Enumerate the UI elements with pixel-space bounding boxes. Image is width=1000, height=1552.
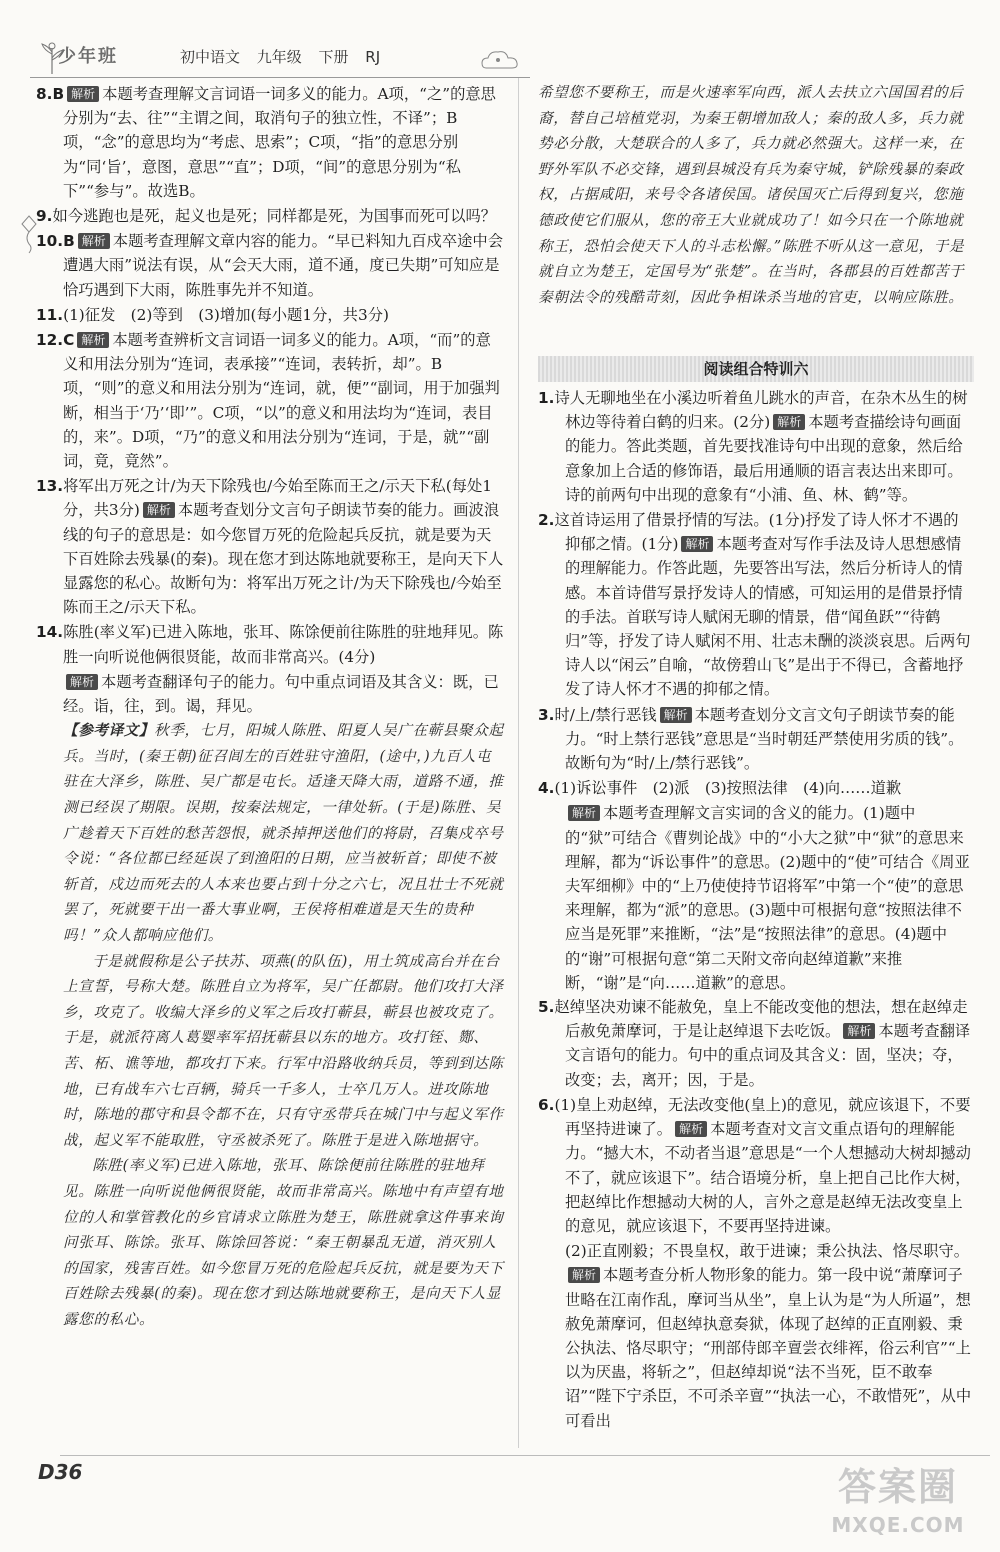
watermark-logo: [808, 1462, 988, 1548]
answer-item-r2: [538, 508, 972, 702]
analysis-tag: 解析: [66, 674, 98, 690]
reference-text: 秋季，七月，阳城人陈胜、阳夏人吴广在蕲县聚众起兵。当时，(秦王朝)征召闾左的百姓驻守渔阳，(途中，)九百人屯驻在大泽乡，陈胜、吴广都是屯长。适逢天降大雨，道路不通，推测已经误了期限。误期，按秦法规定，一律处斩。(于是)陈胜、吴广趁着天下百姓的愁苦怨恨，就杀掉押送他们的将尉，召集戍卒号令说：“各位都已经延误了到渔阳的日期，应当被斩首；即使不被斩首，戍边而死去的人本来也要占到十分之六七，况且壮士不死就罢了，死就要干出一番大事业啊，王侯将相难道是天生的贵种吗！”众人都响应他们。: [63, 722, 504, 945]
item-number: 14.: [36, 623, 64, 642]
answer-text: (1)征发 (2)等到 (3)增加(每小题1分，共3分): [63, 305, 389, 324]
item-number: 6.: [538, 1095, 555, 1114]
analysis-text: 本题考查翻译文言语句的能力。句中的重点词及其含义：固，坚决；夺，改变；去，离开；因，于是。: [565, 1022, 971, 1089]
analysis-tag: 解析: [660, 707, 692, 723]
analysis-text: 本题考查辨析文言词语一词多义的能力。A项，“而”的意义和用法分别为“连词，表承接”“连词，表转折，却”。B项，“则”的意义和用法分别为“连词，就，便”“副词，用于加强判断，相当于‘乃’‘即’”。C项，“以”的意义和用法均为“连词，表目的，来”。D项，“乃”的意义和用法分别为“连词，于是，就”“副词，竟，竟然”。: [63, 331, 500, 471]
course-info: 初中语文 九年级 下册 RJ: [180, 48, 381, 66]
item-number: 8.B: [36, 85, 65, 103]
watermark-title: 答案圈: [837, 1465, 958, 1509]
analysis-text: 本题考查描绘诗句画面的能力。答此类题，首先要找准诗句中出现的意象，然后给意象加上合适的修饰语，最后用通顺的语言表达出来即可。诗的前两句中出现的意象有“小浦、鱼、林、鹤”等。: [565, 413, 963, 504]
plant-decoration-icon: [38, 40, 66, 76]
answer-item-10: [36, 229, 506, 302]
answer-item-9: [36, 204, 506, 228]
answer-item-r6: [538, 1093, 972, 1238]
analysis-text: 本题考查理解文言实词的含义的能力。(1)题中的“狱”可结合《曹刿论战》中的“小大之狱”中“狱”的意思来理解，都为“诉讼事件”的意思。(2)题中的“使”可结合《周亚夫军细柳》中的“上乃使使持节诏将军”中第一个“使”的意思来理解，都为“派”的意思。(3)题中可根据句意“按照法律不应当是死罪”来推断，“法”是“按照法律”的意思。(4)题中的“谢”可根据句意“第二天附文帝向赵绰道歉”来推断，“谢”是“向……道歉”的意思。: [565, 804, 970, 992]
analysis-text: 本题考查理解文言词语一词多义的能力。A项，“之”的意思分别为“去、往”“主谓之间，取消句子的独立性，不译”；B项，“念”的意思均为“考虑、思索”；C项，“指”的意思分别为“同‘旨’，意图，意思”“直”；D项，“间”的意思分别为“私下”“参与”。故选B。: [63, 85, 496, 200]
brand-logo-text: 少年班: [58, 46, 118, 67]
analysis-tag: 解析: [681, 536, 713, 552]
page-number: D36: [38, 1460, 83, 1484]
answer-item-r5: [538, 995, 972, 1092]
answer-item-r4: [538, 776, 972, 800]
cloud-decoration-icon: [480, 48, 520, 74]
footer-rule: [60, 1455, 990, 1456]
reference-translation-p2: 于是就假称是公子扶苏、项燕(的队伍)，用土筑成高台并在台上宣誓，号称大楚。陈胜自立为将军，吴广任都尉。他们攻打大泽乡，攻克了。收编大泽乡的义军之后攻打蕲县，蕲县也被攻克了。于是，就派符离人葛婴率军招抚蕲县以东的地方。攻打铚、酂、苦、柘、谯等地，都攻打下来。行军中沿路收纳兵员，等到到达陈地，已有战车六七百辆，骑兵一千多人，士卒几万人。进攻陈地时，陈地的郡守和县令都不在，只有守丞带兵在城门中与起义军作战，起义军不能取胜，守丞被杀死了。陈胜于是进入陈地据守。: [63, 952, 504, 1149]
reference-label: 【参考译文】: [63, 722, 155, 740]
reference-translation-p3: 陈胜(率义军)已进入陈地，张耳、陈馀便前往陈胜的驻地拜见。陈胜一向听说他俩很贤能，故而非常高兴。陈地中有声望有地位的人和掌管教化的乡官请求立陈胜为楚王，陈胜就拿这件事来询问张耳、陈馀。张耳、陈馀回答说：“秦王朝暴乱无道，消灭别人的国家，残害百姓。如今您冒万死的危险起兵反抗，就是要为天下百姓除去残暴(的秦)。现在您才到达陈地就要称王，是向天下人显露您的私心。: [63, 1157, 504, 1328]
answer-text: 将军出万死之计/为天下除残也/今始至陈而王之/示天下私(每处1分，共3分): [63, 477, 492, 520]
analysis-tag: 解析: [675, 1121, 707, 1137]
analysis-tag: 解析: [773, 414, 805, 430]
answer-text: 这首诗运用了借景抒情的写法。(1分)抒发了诗人怀才不遇的抑郁之情。(1分): [554, 511, 959, 554]
analysis-tag: 解析: [143, 502, 175, 518]
analysis-text: 本题考查翻译句子的能力。句中重点词语及其含义：既，已经。诣，往，到。谒，拜见。: [63, 672, 499, 716]
answer-text: 陈胜(率义军)已进入陈地，张耳、陈馀便前往陈胜的驻地拜见。陈胜一向听说他俩很贤能，故而非常高兴。(4分): [63, 623, 504, 666]
item-number: 11.: [36, 305, 64, 324]
analysis-tag: 解析: [843, 1023, 875, 1039]
analysis-tag: 解析: [77, 332, 109, 348]
answer-text: 时/上/禁行恶钱: [554, 705, 657, 724]
answer-text: (1)皇上劝赵绰，无法改变他(皇上)的意见，就应该退下，不要再坚持进谏了。: [554, 1095, 971, 1139]
analysis-text: 本题考查划分文言文句子朗读节奏的能力。“时上禁行恶钱”意思是“当时朝廷严禁使用劣质的钱”。故断句为“时/上/禁行恶钱”。: [565, 705, 964, 773]
analysis-text: 本题考查对写作手法及诗人思想感情的理解能力。作答此题，先要答出写法，然后分析诗人的情感。本首诗借写景抒发诗人的情感，可知运用的是借景抒情的手法。首联写诗人赋闲无聊的情景，借“闻鱼跃”“待鹤归”等，抒发了诗人赋闲不用、壮志未酬的淡淡哀思。后两句诗人以“闲云”自喻，“故傍碧山飞”是出于不得已，含蓄地抒发了诗人怀才不遇的抑郁之情。: [565, 535, 971, 699]
analysis-tag: 解析: [67, 86, 99, 102]
answer-item-12: [36, 328, 506, 473]
item-number: 5.: [538, 998, 555, 1017]
reference-translation-continued: 希望您不要称王，而是火速率军向西，派人去扶立六国国君的后裔，替自己培植党羽，为秦王朝增加敌人；秦的敌人多，兵力就势必分散，大楚联合的人多了，兵力就必然强大。这样一来，在野外军队不必交锋，遇到县城没有兵为秦守城，铲除残暴的秦政权，占据咸阳，来号令各诸侯国。诸侯国灭亡后得到复兴，您施德政使它们服从，您的帝王大业就成功了！如今只在一个陈地就称王，恐怕会使天下人的斗志松懈。”陈胜不听从这一意见，于是就自立为楚王，定国号为“张楚”。在当时，各郡县的百姓都苦于秦朝法令的残酷苛刻，因此争相诛杀当地的官吏，以响应陈胜。: [538, 84, 965, 306]
header-rule: [30, 77, 530, 78]
analysis-text: 本题考查对文言文重点语句的理解能力。“撼大木，不动者当退”意思是“一个人想撼动大树却撼动不了，就应该退下”。结合语境分析，皇上把自己比作大树，把赵绰比作想撼动大树的人，言外之意是赵绰无法改变皇上的意见，就应该退下，不要再坚持进谏。: [565, 1120, 971, 1235]
answer-item-14: [36, 620, 506, 668]
page-header: [30, 38, 530, 78]
analysis-block-r6-part2: [538, 1263, 972, 1432]
watermark-url: MXQE.COM: [831, 1513, 965, 1537]
item-number: 1.: [538, 389, 555, 407]
answer-item-r3: [538, 703, 972, 776]
right-column-answers: [538, 386, 972, 1433]
right-column: [538, 84, 972, 310]
analysis-tag: 解析: [568, 805, 600, 821]
column-divider: [518, 78, 519, 1448]
item-number: 9.: [36, 207, 53, 226]
answer-item-8: [36, 82, 506, 203]
item-number: 4.: [538, 779, 555, 798]
analysis-block-r4: [538, 801, 972, 995]
analysis-block-14: [36, 670, 506, 718]
analysis-text: 本题考查划分文言句子朗读节奏的能力。画波浪线的句子的意思是：如今您冒万死的危险起兵反抗，就是要为天下百姓除去残暴(的秦)。现在您才到达陈地就要称王，是向天下人显露您的私心。故断句为：将军出万死之计/为天下除残也/今始至陈而王之/示天下私。: [63, 501, 504, 617]
item-number: 3.: [538, 705, 555, 724]
reference-translation-p1: [36, 718, 506, 948]
answer-item-13: [36, 474, 506, 619]
analysis-text: 本题考查理解文章内容的能力。“早已料知九百戍卒途中会遭遇大雨”说法有误，从“会天大雨，道不通，度已失期”可知应是恰巧遇到下大雨，陈胜事先并不知道。: [63, 232, 504, 299]
left-column: [36, 82, 506, 1333]
section-title-banner: 阅读组合特训六: [538, 356, 974, 382]
item-number: 10.B: [36, 232, 75, 251]
answer-text: 如今逃跑也是死，起义也是死；同样都是死，为国事而死可以吗？: [52, 207, 497, 226]
analysis-text: 本题考查分析人物形象的能力。第一段中说“萧摩诃子世略在江南作乱，摩诃当从坐”，皇上认为是“为人所逼”，想赦免萧摩诃，但赵绰执意奏狱，体现了赵绰的正直刚毅、秉公执法、恪尽职守；“刑部侍郎辛亶尝衣绯裈，俗云利官”“上以为厌蛊，将斩之”，但赵绰却说“法不当死，臣不敢奉诏”“陛下宁杀臣，不可杀辛亶”“执法一心，不敢惜死”，从中可看出: [565, 1266, 972, 1430]
item-number: 13.: [36, 477, 64, 496]
analysis-tag: 解析: [78, 233, 110, 249]
answer-text: 赵绰坚决劝谏不能赦免，皇上不能改变他的想法，想在赵绰走后赦免萧摩诃，于是让赵绰退下去吃饭。: [554, 998, 968, 1041]
answer-text: (1)诉讼事件 (2)派 (3)按照法律 (4)向……道歉: [554, 779, 902, 798]
item-number: 12.C: [36, 331, 75, 350]
answer-item-11: [36, 303, 506, 327]
item-number: 2.: [538, 511, 555, 530]
analysis-tag: 解析: [568, 1267, 600, 1283]
answer-item-r6-part2: (2)正直刚毅；不畏皇权，敢于进谏；秉公执法、恪尽职守。: [565, 1242, 970, 1261]
answer-text: 诗人无聊地坐在小溪边听着鱼儿跳水的声音，在杂木丛生的树林边等待着白鹤的归来。(2分): [554, 389, 968, 432]
answer-item-r1: [538, 386, 972, 507]
